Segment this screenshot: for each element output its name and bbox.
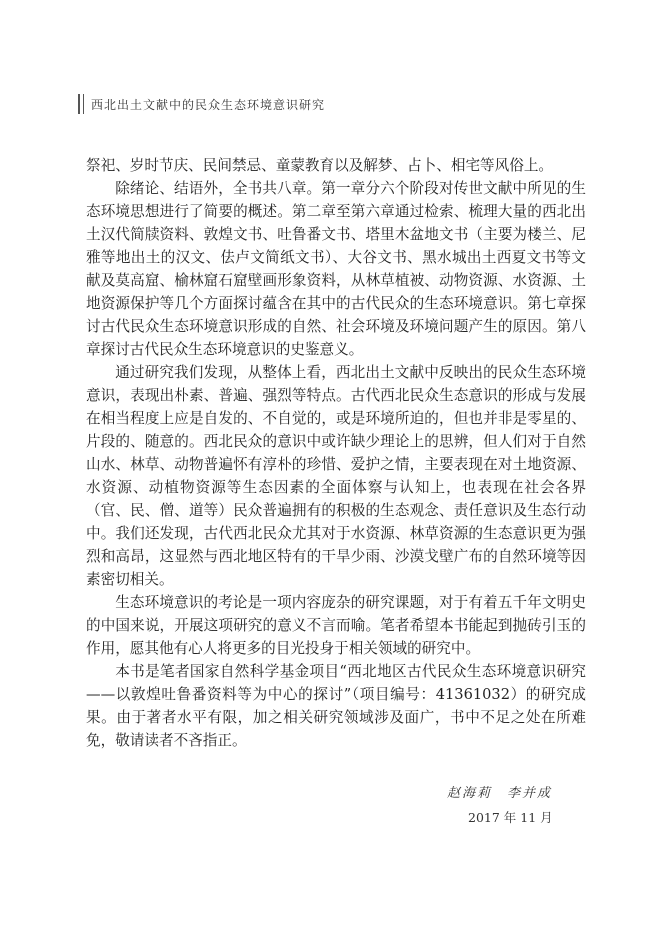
- paragraph-funding: 本书是笔者国家自然科学基金项目“西北地区古代民众生态环境意识研究——以敦煌吐鲁番资料等为中心的探讨”（项目编号：41361032）的研究成果。由于著者水平有限，加之相关研究领域涉及面广，书中不足之处在所难免，敬请读者不吝指正。: [86, 663, 586, 749]
- header-bars-decoration: [78, 94, 84, 114]
- running-header: [78, 94, 325, 114]
- paragraph-continuation: 祭祀、岁时节庆、民间禁忌、童蒙教育以及解梦、占卜、相宅等风俗上。: [86, 157, 554, 174]
- paragraph-chapter-overview: 除绪论、结语外，全书共八章。第一章分六个阶段对传世文献中所见的生态环境思想进行了简要的概述。第二章至第六章通过检索、梳理大量的西北出土汉代简牍资料、敦煌文书、吐鲁番文书、塔里木盆地文书（主要为楼兰、尼雅等地出土的汉文、佉卢文简纸文书）、大谷文书、黑水城出土西夏文书等文献及莫高窟、榆林窟石窟壁画形象资料，从林草植被、动物资源、水资源、土地资源保护等几个方面探讨蕴含在其中的古代民众的生态环境意识。第七章探讨古代民众生态环境意识形成的自然、社会环境及环境问题产生的原因。第八章探讨古代民众生态环境意识的史鉴意义。: [86, 180, 586, 358]
- preface-date: 2017 年 11 月: [468, 810, 553, 825]
- book-title-header: 西北出土文献中的民众生态环境意识研究: [91, 97, 326, 112]
- paragraph-findings: 通过研究我们发现，从整体上看，西北出土文献中反映出的民众生态环境意识，表现出朴素、普遍、强烈等特点。古代西北民众生态意识的形成与发展在相当程度上应是自发的、不自觉的，或是环境所迫的，但也并非是零星的、片段的、随意的。西北民众的意识中或许缺少理论上的思辨，但人们对于自然山水、林草、动物普遍怀有淳朴的珍惜、爱护之情，主要表现在对土地资源、水资源、动植物资源等生态因素的全面体察与认知上，也表现在社会各界（官、民、僧、道等）民众普遍拥有的积极的生态观念、责任意识及生态行动中。我们还发现，古代西北民众尤其对于水资源、林草资源的生态意识更为强烈和高昂，这显然与西北地区特有的干旱少雨、沙漠戈壁广布的自然环境等因素密切相关。: [86, 364, 586, 588]
- main-text: [86, 154, 586, 752]
- paragraph-significance: 生态环境意识的考论是一项内容庞杂的研究课题，对于有着五千年文明史的中国来说，开展这项研究的意义不言而喻。笔者希望本书能起到抛砖引玉的作用，愿其他有心人将更多的目光投身于相关领域的研究中。: [86, 594, 586, 657]
- author-signature: 赵海莉 李并成: [447, 786, 553, 801]
